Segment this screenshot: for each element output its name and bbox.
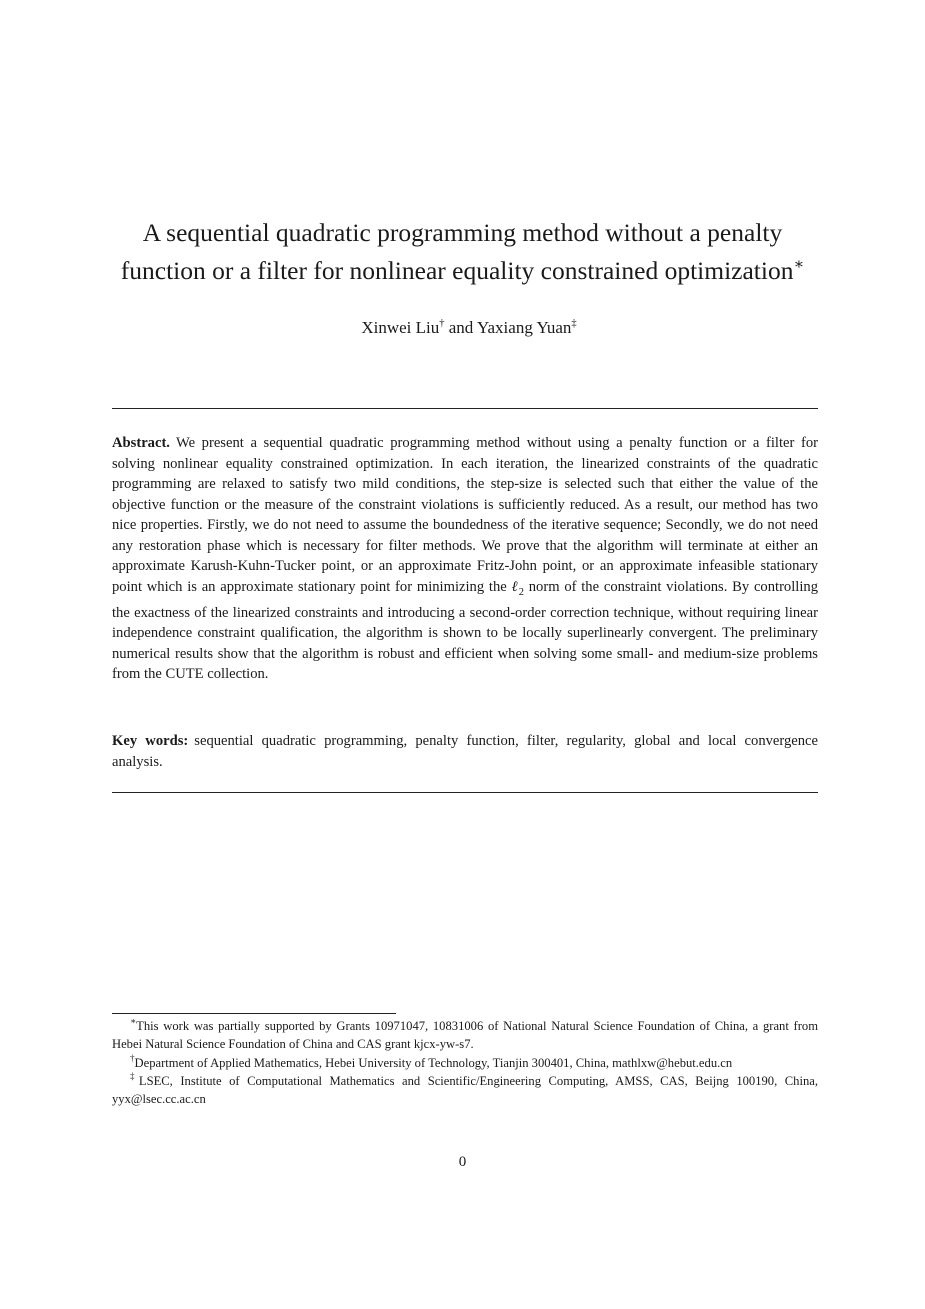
- l2-norm-symbol: [511, 578, 524, 598]
- abstract-text-part-1: We present a sequential quadratic programming method without using a penalty function or a filter for solving nonlinear equality constrained optimization. In each iteration, the linearized constraints of the quadratic programming are relaxed to satisfy two mild conditions, the step-size is selected such that either the value of the objective function or the measure of the constraint violations is sufficiently reduced. As a result, our method has two nice properties. Firstly, we do not need to assume the boundedness of the iterative sequence; Secondly, we do not need any restoration phase which is necessary for filter methods. We prove that the algorithm will terminate at either an approximate Karush-Kuhn-Tucker point, or an approximate Fritz-John point, or an approximate infeasible stationary point which is an approximate stationary point for minimizing the: [112, 435, 818, 595]
- keywords-text: sequential quadratic programming, penalty function, filter, regularity, global and local convergence analysis.: [112, 733, 819, 770]
- footnote-affiliation-1: [112, 1054, 818, 1072]
- author-connector: and: [448, 318, 474, 337]
- abstract-bottom-rule: [112, 792, 818, 793]
- footnote-mark: †: [130, 1052, 135, 1063]
- author-name-1: Xinwei Liu: [361, 318, 440, 337]
- title-footnote-mark: ∗: [793, 255, 805, 273]
- footnote-text: This work was partially supported by Grants 10971047, 10831006 of National Natural Science Foundation of China, a grant from Hebei Natural Science Foundation of China and CAS grant kjcx-yw-s7.: [112, 1019, 818, 1052]
- footnote-funding: [112, 1017, 818, 1054]
- keywords-label: Key words:: [112, 733, 189, 749]
- footnote-rule: [112, 1013, 396, 1014]
- abstract-top-rule: [112, 408, 818, 409]
- keywords: [112, 731, 818, 772]
- author-name-2: Yaxiang Yuan: [476, 318, 572, 337]
- footnote-text: LSEC, Institute of Computational Mathematics and Scientific/Engineering Computing, AMSS, CAS, Beijng 100190, China, yyx@lsec.cc.ac.cn: [112, 1073, 818, 1107]
- norm-subscript: 2: [518, 586, 524, 598]
- abstract: [112, 433, 818, 685]
- footnote-mark: ‡: [130, 1071, 139, 1082]
- norm-symbol: ℓ: [511, 578, 519, 595]
- footnotes: [112, 1017, 818, 1108]
- footnote-text: Department of Applied Mathematics, Hebei University of Technology, Tianjin 300401, China, mathlxw@hebut.edu.cn: [134, 1055, 733, 1070]
- author-1-mark: †: [439, 317, 445, 329]
- author-2-mark: ‡: [571, 317, 577, 329]
- footnote-mark: ∗: [130, 1016, 137, 1027]
- author-list: [100, 317, 838, 339]
- footnote-affiliation-2: [112, 1072, 818, 1109]
- abstract-label: Abstract.: [112, 435, 170, 451]
- abstract-text-part-2: norm of the constraint violations. By controlling the exactness of the linearized constraints and introducing a second-order correction technique, without requiring linear independence constraint qualification, the algorithm is shown to be locally superlinearly convergent. The preliminary numerical results show that the algorithm is robust and efficient when solving some small- and medium-size problems from the CUTE collection.: [112, 578, 818, 683]
- page-number: 0: [458, 1154, 467, 1170]
- paper-title: [100, 214, 825, 290]
- title-line-1: A sequential quadratic programming method without a penalty: [142, 218, 783, 247]
- title-line-2-text: function or a filter for nonlinear equality constrained optimization: [120, 256, 794, 285]
- title-line-2: [100, 252, 825, 290]
